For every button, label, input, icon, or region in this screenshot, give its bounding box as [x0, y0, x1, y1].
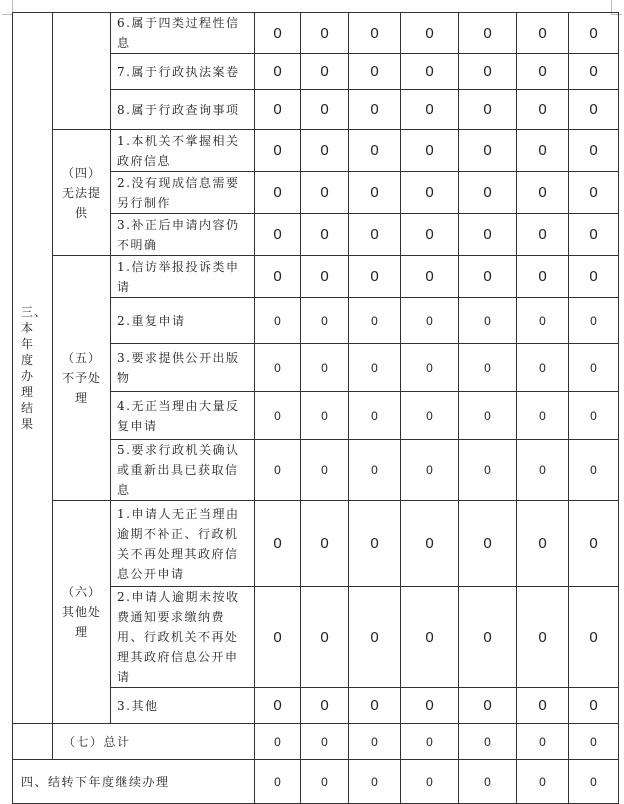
- value-cell: 0: [349, 760, 401, 804]
- value-cell: 0: [401, 392, 459, 440]
- value-cell: 0: [459, 172, 517, 214]
- value-cell: 0: [301, 587, 349, 688]
- value-cell: 0: [255, 501, 301, 587]
- value-cell: 0: [255, 392, 301, 440]
- row-label: 4.无正当理由大量反复申请: [111, 392, 255, 440]
- row-label: 2.重复申请: [111, 298, 255, 344]
- value-cell: 0: [255, 298, 301, 344]
- value-cell: 0: [255, 54, 301, 90]
- value-cell: 0: [401, 724, 459, 760]
- value-cell: 0: [517, 440, 569, 501]
- value-cell: 0: [255, 130, 301, 172]
- value-cell: 0: [459, 587, 517, 688]
- value-cell: 0: [459, 392, 517, 440]
- value-cell: 0: [255, 256, 301, 298]
- row-label: 2.申请人逾期未按收费通知要求缴纳费用、行政机关不再处理其政府信息公开申请: [111, 587, 255, 688]
- value-cell: 0: [569, 344, 619, 392]
- total-lead-cell: [13, 724, 53, 760]
- value-cell: 0: [401, 130, 459, 172]
- group-other-processing: （六）其他处理: [53, 501, 111, 724]
- results-table: [12, 12, 619, 804]
- value-cell: 0: [459, 130, 517, 172]
- value-cell: 0: [569, 130, 619, 172]
- value-cell: 0: [401, 440, 459, 501]
- value-cell: 0: [349, 298, 401, 344]
- value-cell: 0: [401, 90, 459, 130]
- value-cell: 0: [517, 298, 569, 344]
- value-cell: 0: [401, 688, 459, 724]
- value-cell: 0: [255, 13, 301, 54]
- results-table-body: [13, 13, 619, 804]
- value-cell: 0: [517, 54, 569, 90]
- value-cell: 0: [517, 392, 569, 440]
- value-cell: 0: [517, 130, 569, 172]
- value-cell: 0: [569, 13, 619, 54]
- value-cell: 0: [569, 298, 619, 344]
- value-cell: 0: [569, 688, 619, 724]
- value-cell: 0: [569, 172, 619, 214]
- value-cell: 0: [459, 298, 517, 344]
- value-cell: 0: [459, 256, 517, 298]
- row-label: 6.属于四类过程性信息: [111, 13, 255, 54]
- value-cell: 0: [349, 13, 401, 54]
- table-row: [13, 256, 619, 298]
- value-cell: 0: [349, 501, 401, 587]
- value-cell: 0: [569, 440, 619, 501]
- value-cell: 0: [459, 688, 517, 724]
- value-cell: 0: [349, 688, 401, 724]
- value-cell: 0: [459, 13, 517, 54]
- row-label: 3.要求提供公开出版物: [111, 344, 255, 392]
- value-cell: 0: [517, 724, 569, 760]
- table-row: [13, 501, 619, 587]
- group-placeholder: [53, 13, 111, 130]
- value-cell: 0: [517, 256, 569, 298]
- value-cell: 0: [459, 54, 517, 90]
- value-cell: 0: [401, 172, 459, 214]
- value-cell: 0: [401, 54, 459, 90]
- value-cell: 0: [401, 501, 459, 587]
- value-cell: 0: [255, 760, 301, 804]
- value-cell: 0: [517, 90, 569, 130]
- value-cell: 0: [301, 344, 349, 392]
- total-row: [13, 724, 619, 760]
- value-cell: 0: [255, 344, 301, 392]
- value-cell: 0: [255, 172, 301, 214]
- value-cell: 0: [349, 90, 401, 130]
- row-label: 5.要求行政机关确认或重新出具已获取信息: [111, 440, 255, 501]
- table-row: [13, 130, 619, 172]
- value-cell: 0: [301, 214, 349, 256]
- table-row: [13, 13, 619, 54]
- value-cell: 0: [301, 54, 349, 90]
- value-cell: 0: [301, 130, 349, 172]
- value-cell: 0: [349, 172, 401, 214]
- value-cell: 0: [301, 298, 349, 344]
- value-cell: 0: [301, 724, 349, 760]
- value-cell: 0: [349, 587, 401, 688]
- value-cell: 0: [569, 760, 619, 804]
- value-cell: 0: [401, 13, 459, 54]
- value-cell: 0: [255, 724, 301, 760]
- value-cell: 0: [349, 724, 401, 760]
- value-cell: 0: [401, 256, 459, 298]
- value-cell: 0: [349, 440, 401, 501]
- value-cell: 0: [569, 392, 619, 440]
- value-cell: 0: [459, 501, 517, 587]
- value-cell: 0: [569, 724, 619, 760]
- value-cell: 0: [255, 587, 301, 688]
- value-cell: 0: [255, 688, 301, 724]
- value-cell: 0: [569, 54, 619, 90]
- value-cell: 0: [401, 760, 459, 804]
- value-cell: 0: [401, 298, 459, 344]
- value-cell: 0: [255, 90, 301, 130]
- value-cell: 0: [459, 440, 517, 501]
- row-label: 8.属于行政查询事项: [111, 90, 255, 130]
- value-cell: 0: [301, 440, 349, 501]
- row-label: 7.属于行政执法案卷: [111, 54, 255, 90]
- value-cell: 0: [349, 256, 401, 298]
- value-cell: 0: [569, 214, 619, 256]
- group-unable-to-provide: （四）无法提供: [53, 130, 111, 256]
- value-cell: 0: [301, 256, 349, 298]
- value-cell: 0: [459, 90, 517, 130]
- value-cell: 0: [301, 501, 349, 587]
- value-cell: 0: [349, 130, 401, 172]
- value-cell: 0: [349, 344, 401, 392]
- value-cell: 0: [459, 760, 517, 804]
- value-cell: 0: [255, 214, 301, 256]
- value-cell: 0: [349, 392, 401, 440]
- value-cell: 0: [569, 256, 619, 298]
- value-cell: 0: [301, 392, 349, 440]
- value-cell: 0: [301, 13, 349, 54]
- value-cell: 0: [301, 760, 349, 804]
- value-cell: 0: [401, 587, 459, 688]
- value-cell: 0: [517, 688, 569, 724]
- value-cell: 0: [517, 501, 569, 587]
- value-cell: 0: [459, 344, 517, 392]
- value-cell: 0: [517, 760, 569, 804]
- value-cell: 0: [569, 587, 619, 688]
- value-cell: 0: [569, 501, 619, 587]
- value-cell: 0: [569, 90, 619, 130]
- value-cell: 0: [349, 214, 401, 256]
- value-cell: 0: [401, 344, 459, 392]
- value-cell: 0: [255, 440, 301, 501]
- value-cell: 0: [517, 214, 569, 256]
- value-cell: 0: [517, 13, 569, 54]
- value-cell: 0: [301, 172, 349, 214]
- section-annual-results: 三、本年度办理结果: [13, 13, 53, 724]
- value-cell: 0: [301, 90, 349, 130]
- value-cell: 0: [301, 688, 349, 724]
- group-not-processed: （五）不予处理: [53, 256, 111, 501]
- value-cell: 0: [517, 587, 569, 688]
- value-cell: 0: [459, 214, 517, 256]
- row-label: 1.信访举报投诉类申请: [111, 256, 255, 298]
- carryover-label: 四、结转下年度继续办理: [13, 760, 255, 804]
- carryover-row: [13, 760, 619, 804]
- row-label: 1.本机关不掌握相关政府信息: [111, 130, 255, 172]
- value-cell: 0: [517, 344, 569, 392]
- row-label: 3.其他: [111, 688, 255, 724]
- total-label: （七）总计: [53, 724, 255, 760]
- row-label: 1.申请人无正当理由逾期不补正、行政机关不再处理其政府信息公开申请: [111, 501, 255, 587]
- row-label: 2.没有现成信息需要另行制作: [111, 172, 255, 214]
- value-cell: 0: [459, 724, 517, 760]
- value-cell: 0: [349, 54, 401, 90]
- value-cell: 0: [401, 214, 459, 256]
- value-cell: 0: [517, 172, 569, 214]
- row-label: 3.补正后申请内容仍不明确: [111, 214, 255, 256]
